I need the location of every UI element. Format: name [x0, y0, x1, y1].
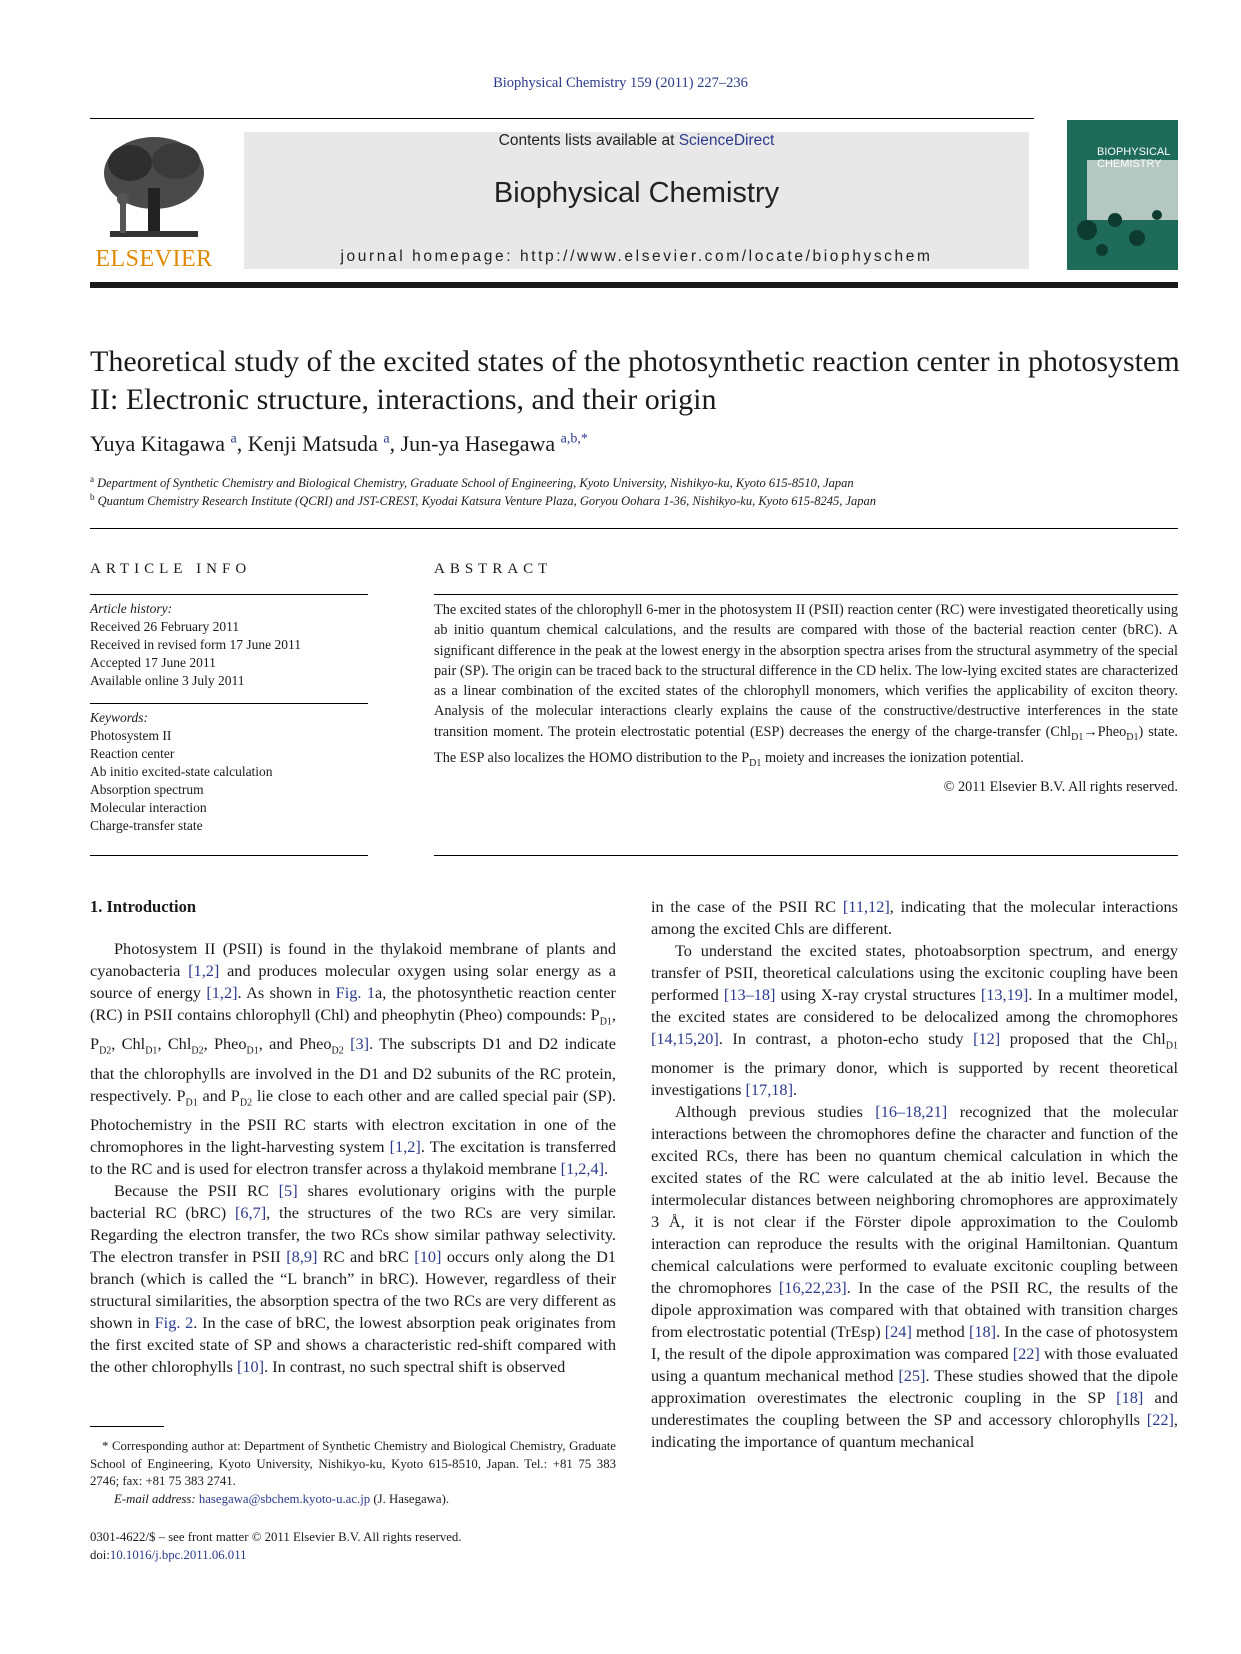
paragraph: Photosystem II (PSII) is found in the thylakoid membrane of plants and cyanobacteria [1,2] and produces molecular oxygen using solar energy as a source of energy [1,2]. As shown in Fig. 1a, the photosynthetic reaction center (RC) in PSII contains chlorophyll (Chl) and pheophytin (Pheo) compounds: $P_{D1}$, $P_{D2}$, Chl$_{D1}$, Chl$_{D2}$, Pheo$_{D1}$, and Pheo$_{D2}$ [3]. The subscripts D1 and D2 indicate that the chlorophylls are involved in the D1 and D2 subunits of the RC protein, respectively. $P_{D1}$ and $P_{D2}$ lie close to each other and are called special pair (SP). Photochemistry in the PSII RC starts with electron excitation in one of the chromophores in the light-harvesting system [1,2]. The excitation is transferred to the RC and is used for electron transfer across a thylakoid membrane [1,2,4].	[90, 939, 616, 1178]
citation-link[interactable]: [1,2]	[206, 983, 238, 1002]
author-name: Kenji Matsuda	[247, 431, 378, 456]
abstract-text: ) state. The ESP also localizes the HOMO distribution to the P	[434, 723, 1179, 766]
top-rule	[90, 118, 1034, 119]
citation-link[interactable]: [13,19]	[980, 985, 1029, 1004]
keywords-label: Keywords:	[90, 710, 148, 725]
cover-title: BIOPHYSICAL CHEMISTRY	[1097, 146, 1170, 170]
keyword: Absorption spectrum	[90, 782, 204, 797]
affiliation-rule	[90, 528, 1178, 529]
citation-link[interactable]: [22]	[1012, 1344, 1040, 1364]
journal-cover	[1067, 120, 1178, 270]
contents-prefix: Contents lists available at	[498, 132, 679, 149]
cover-art	[1067, 120, 1178, 270]
citation-link[interactable]: [14,15,20]	[651, 1029, 719, 1048]
citation-link[interactable]: [1,2,4]	[560, 1158, 605, 1178]
citation-link[interactable]: [8,9]	[286, 1246, 318, 1266]
doi-link[interactable]: 10.1016/j.bpc.2011.06.011	[109, 1548, 247, 1562]
history-item: Received in revised form 17 June 2011	[90, 637, 301, 652]
keyword: Reaction center	[90, 746, 175, 761]
author-affiliation-mark[interactable]: a	[230, 431, 237, 447]
subscript: D1	[1126, 731, 1139, 743]
footnote	[90, 1438, 616, 1508]
affiliation	[90, 492, 876, 509]
contents-line	[244, 132, 1029, 150]
journal-homepage[interactable]: journal homepage: http://www.elsevier.com/locate/biophyschem	[340, 248, 933, 265]
subscript: D1	[1071, 731, 1084, 743]
abstract-text: The excited states of the chlorophyll 6-mer in the photosystem II (PSII) reaction center (RC) were investigated theoretically using ab initio quantum chemical calculations, and the results are compared with those of the bacterial reaction center (bRC). A significant difference in the peak at the lowest energy in the absorption spectra arises from the structural asymmetry of the special pair (SP). The origin can be traced back to the structural difference in the CD helix. The low-lying excited states are characterized as a linear combination of the excited states of the chlorophyll monomers, which verifies the applicability of exciton theory. Analysis of the molecular interactions clearly explains the cause of the constructive/destructive interferences in the state transition moment. The protein electrostatic potential (ESP) decreases the energy of the charge-transfer (Chl	[434, 602, 1178, 740]
citation-link[interactable]: [16,22,23]	[778, 1278, 847, 1298]
header-thick-rule	[90, 282, 1178, 288]
citation-link[interactable]: [25]	[898, 1366, 926, 1386]
affiliation-text: Department of Synthetic Chemistry and Biological Chemistry, Graduate School of Engineering, Kyoto University, Nishikyo-ku, Kyoto 615-8510, Japan	[97, 476, 854, 491]
citation-link[interactable]: [10]	[236, 1356, 265, 1376]
affiliation-mark: b	[90, 492, 95, 502]
sciencedirect-link[interactable]: ScienceDirect	[678, 132, 775, 149]
affiliation	[90, 474, 854, 491]
footnote-rule	[90, 1426, 164, 1427]
figure-link[interactable]: Fig. 1	[335, 983, 376, 1002]
body-column-right	[651, 896, 1178, 1453]
history-item: Accepted 17 June 2011	[90, 655, 216, 670]
abstract-body	[434, 600, 1178, 797]
abstract-copyright: © 2011 Elsevier B.V. All rights reserved.	[943, 779, 1178, 796]
citation-link[interactable]: [13–18]	[723, 985, 776, 1004]
citation-link[interactable]: [24]	[884, 1322, 912, 1342]
doi-line	[90, 1546, 462, 1564]
paragraph: in the case of the PSII RC [11,12], indicating that the molecular interactions among the excited Chls are different.	[651, 897, 1178, 938]
affiliation-mark: a	[90, 474, 94, 484]
abstract-rule	[434, 855, 1178, 856]
affiliation-text: Quantum Chemistry Research Institute (QCRI) and JST-CREST, Kyodai Katsura Venture Plaza, Goryou Oohara 1-36, Nishikyo-ku, Kyoto 615-8245, Japan	[97, 494, 877, 509]
history-item: Available online 3 July 2011	[90, 673, 245, 688]
citation-link[interactable]: [1,2]	[389, 1136, 421, 1156]
abstract-text: →Pheo	[1083, 723, 1127, 740]
citation-link[interactable]: [6,7]	[234, 1202, 267, 1222]
doi-prefix: doi:	[90, 1548, 110, 1562]
front-matter	[90, 1528, 462, 1564]
body-column-left	[90, 896, 616, 1378]
author-affiliation-mark[interactable]: a,b,*	[560, 431, 588, 447]
citation-link[interactable]: [18]	[1116, 1388, 1144, 1408]
section-heading: 1. Introduction	[90, 897, 197, 916]
citation-link[interactable]: [17,18]	[745, 1080, 793, 1100]
history-label: Article history:	[90, 601, 173, 616]
citation-link[interactable]: [1,2]	[188, 961, 220, 980]
history-item: Received 26 February 2011	[90, 619, 240, 634]
email-link[interactable]: hasegawa@sbchem.kyoto-u.ac.jp	[198, 1491, 371, 1506]
paragraph: Although previous studies [16–18,21] recognized that the molecular interactions between the chromophores define the character and function of the excited RCs, there has been no quantum chemical calculation in which the excited states of the RC were calculated at the ab initio level. Because the intermolecular distances between neighboring chromophores are approximately 3 Å, it is not clear if the Förster dipole approximation to the Coulomb interaction can reproduce the results with the original Hamiltonian. Quantum chemical calculations were performed to evaluate excitonic coupling between the chromophores [16,22,23]. In the case of the PSII RC, the results of the dipole approximation was compared with that obtained with transition charges from electrostatic potential (TrEsp) [24] method [18]. In the case of photosystem I, the result of the dipole approximation was compared [22] with those evaluated using a quantum mechanical method [25]. These studies showed that the dipole approximation overestimates the electronic coupling in the SP [18] and underestimates the coupling between the SP and accessory chlorophylls [22], indicating the importance of quantum mechanical	[651, 1102, 1179, 1452]
journal-name: Biophysical Chemistry	[493, 177, 780, 209]
keyword: Charge-transfer state	[90, 818, 203, 833]
citation-link[interactable]: [12]	[973, 1029, 1001, 1048]
paragraph: Because the PSII RC [5] shares evolutionary origins with the purple bacterial RC (bRC) [6,7], the structures of the two RCs are very similar. Regarding the electron transfer, the two RCs show similar pathway selectivity. The electron transfer in PSII [8,9] RC and bRC [10] occurs only along the D1 branch (which is called the “L branch” in bRC). However, regardless of their structural similarities, the absorption spectra of the two RCs are very different as shown in Fig. 2. In the case of bRC, the lowest absorption peak originates from the first excited state of SP and shows a characteristic red-shift compared with the other chlorophylls [10]. In contrast, no such spectral shift is observed	[90, 1180, 617, 1376]
elsevier-logo	[90, 133, 218, 273]
abstract-text: moiety and increases the ionization potential.	[761, 749, 1024, 766]
email-suffix: (J. Hasegawa).	[370, 1491, 450, 1506]
email-line	[90, 1491, 616, 1509]
journal-header-box	[244, 132, 1029, 269]
keyword: Photosystem II	[90, 728, 172, 743]
abstract-heading: ABSTRACT	[434, 561, 553, 577]
author-name: Yuya Kitagawa	[90, 431, 226, 456]
keywords	[90, 709, 368, 835]
issn-line: 0301-4622/$ – see front matter © 2011 Elsevier B.V. All rights reserved.	[90, 1530, 462, 1544]
info-rule	[90, 594, 368, 595]
journal-reference[interactable]: Biophysical Chemistry 159 (2011) 227–236	[493, 75, 748, 91]
tree-icon	[90, 133, 218, 243]
info-rule	[90, 855, 368, 856]
author-list: Yuya Kitagawa $^a$, Kenji Matsuda $^a$, Jun-ya Hasegawa $^{a,b,*}$	[90, 431, 588, 456]
publisher-wordmark: ELSEVIER	[95, 246, 213, 272]
email-label: E-mail address:	[114, 1491, 199, 1506]
citation-link[interactable]: [3]	[350, 1034, 370, 1054]
author-name: Jun-ya Hasegawa	[400, 431, 556, 456]
citation-link[interactable]: [16–18,21]	[875, 1102, 948, 1122]
citation-link[interactable]: [10]	[414, 1246, 442, 1266]
figure-link[interactable]: Fig. 2	[154, 1312, 194, 1332]
citation-link[interactable]: [5]	[278, 1180, 298, 1200]
citation-link[interactable]: [11,12]	[842, 897, 890, 916]
keyword: Molecular interaction	[90, 800, 207, 815]
citation-link[interactable]: [22]	[1146, 1410, 1174, 1430]
article-title: Theoretical study of the excited states of the photosynthetic reaction center in photosystem II: Electronic structure, interactions, and their origin	[90, 345, 1180, 416]
corresponding-author-note: * Corresponding author at: Department of Synthetic Chemistry and Biological Chemistry, Graduate School of Engineering, Kyoto University, Nishikyo-ku, Kyoto 615-8510, Japan. Tel.: +81 75 383 2746; fax: +81 75 383 2741.	[90, 1439, 616, 1488]
author-affiliation-mark[interactable]: a	[383, 431, 390, 447]
citation-link[interactable]: [18]	[968, 1322, 997, 1342]
paragraph: To understand the excited states, photoabsorption spectrum, and energy transfer of PSII, theoretical calculations using the excitonic coupling have been performed [13–18] using X-ray crystal structures [13,19]. In a multimer model, the excited states are considered to be delocalized among the chromophores [14,15,20]. In contrast, a photon-echo study [12] proposed that the Chl$_{D1}$ monomer is the primary donor, which is supported by recent theoretical investigations [17,18].	[651, 941, 1179, 1100]
article-info-heading: ARTICLE INFO	[90, 561, 252, 577]
abstract-rule	[434, 594, 1178, 595]
info-rule	[90, 703, 368, 704]
subscript: D1	[749, 757, 762, 769]
article-history	[90, 600, 368, 690]
keyword: Ab initio excited-state calculation	[90, 764, 273, 779]
